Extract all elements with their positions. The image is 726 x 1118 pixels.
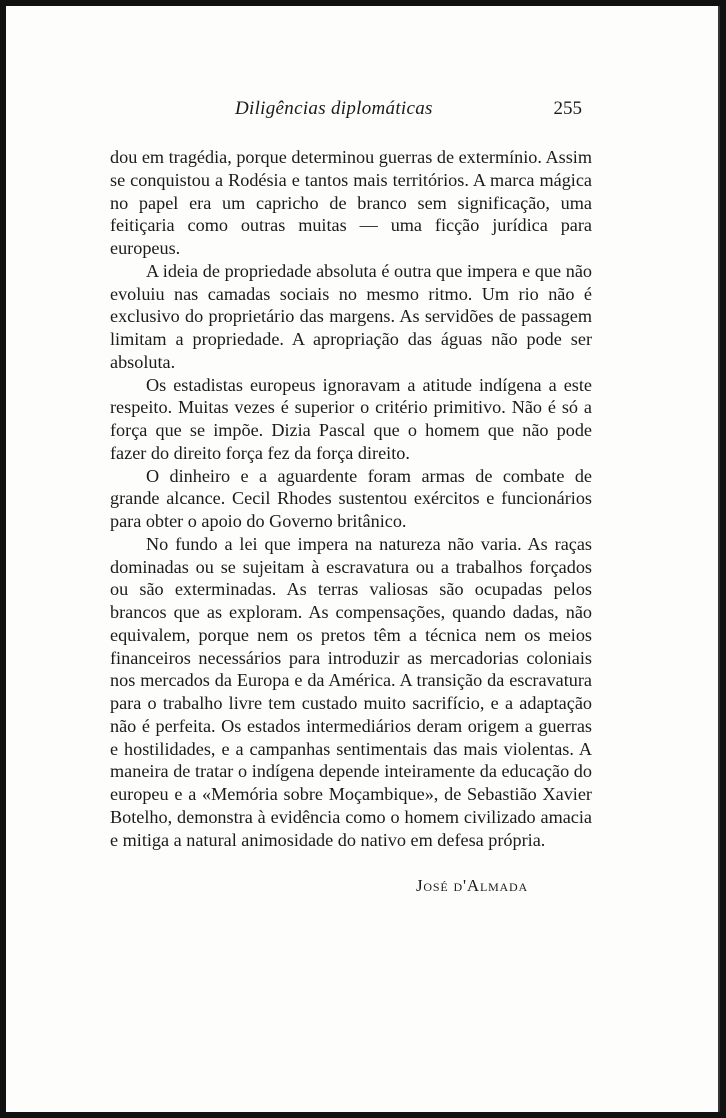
- page-number: 255: [553, 98, 582, 119]
- paragraph: dou em tragédia, porque determinou guerras de extermínio. Assim se conquistou a Rodésia e tantos mais territórios. A marca mágica no papel era um capricho de branco sem significação, uma feitiçaria como outras muitas — uma ficção jurídica para europeus.: [110, 147, 592, 258]
- paragraph: No fundo a lei que impera na natureza não varia. As raças dominadas ou se sujeitam à escravatura ou a trabalhos forçados ou são exterminadas. As terras valiosas são ocupadas pelos brancos que as exploram. As compensações, quando dadas, não equivalem, porque nem os pretos têm a técnica nem os meios financeiros necessários para introduzir as mercadorias coloniais nos mercados da Europa e da América. A transição da escravatura para o trabalho livre tem custado muito sacrifício, e a adaptação não é perfeita. Os estados intermediários deram origem a guerras e hostilidades, e a campanhas sentimentais das mais violentas. A maneira de tratar o indígena depende inteiramente da educação do europeu e a «Memória sobre Moçambique», de Sebastião Xavier Botelho, demonstra à evidência como o homem civilizado amacia e mitiga a natural animosidade do nativo em defesa própria.: [110, 533, 592, 850]
- running-title: Diligências diplomáticas: [235, 98, 433, 119]
- paragraph: A ideia de propriedade absoluta é outra que impera e que não evoluiu nas camadas sociais no mesmo ritmo. Um rio não é exclusivo do proprietário das margens. As servidões de passagem limitam a propriedade. A apropriação das águas não pode ser absoluta.: [110, 260, 592, 372]
- author-signature: José d'Almada: [416, 876, 528, 895]
- document-page: [6, 6, 720, 1112]
- running-header: [110, 98, 596, 124]
- paragraph: Os estadistas europeus ignoravam a atitude indígena a este respeito. Muitas vezes é superior o critério primitivo. Não é só a força que se impõe. Dizia Pascal que o homem que não pode fazer do direito força fez da força direito.: [110, 374, 592, 463]
- paragraph: O dinheiro e a aguardente foram armas de combate de grande alcance. Cecil Rhodes sustentou exércitos e funcionários para obter o apoio do Governo britânico.: [110, 465, 592, 531]
- body-text: [110, 146, 592, 851]
